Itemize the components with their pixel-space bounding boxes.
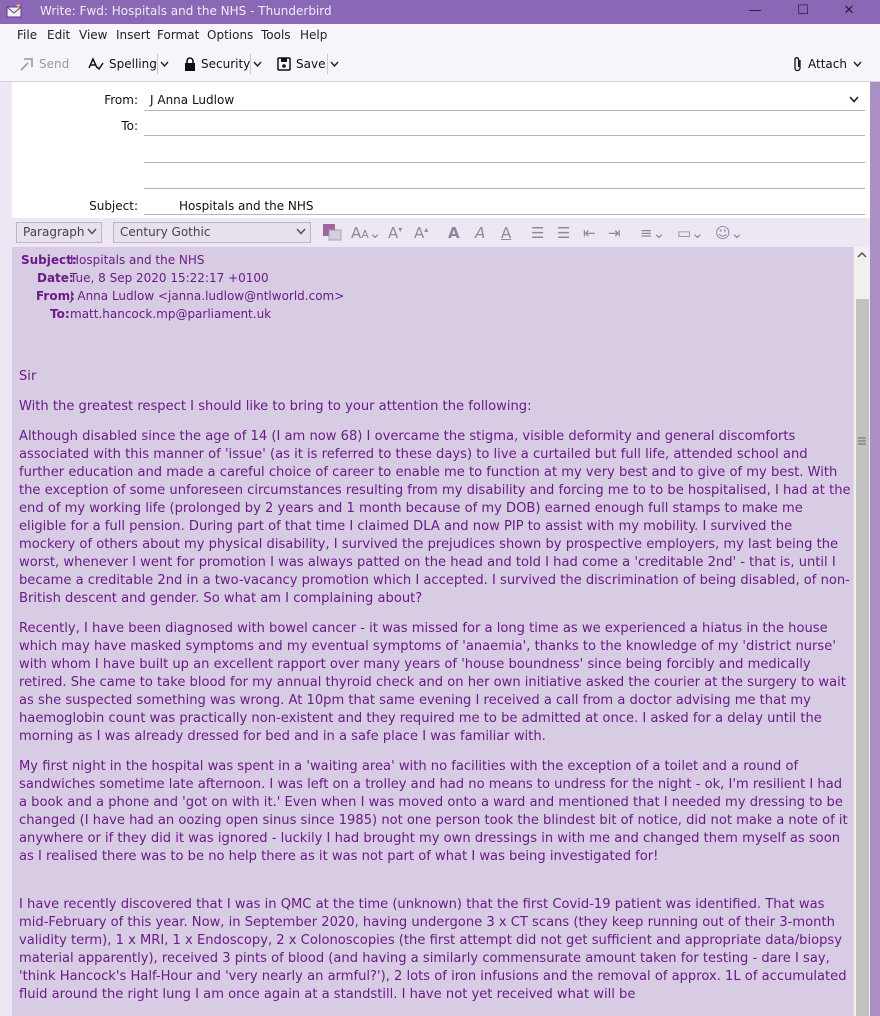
decrease-font-size-icon[interactable]: A▾	[388, 224, 403, 242]
quoted-date-value: Tue, 8 Sep 2020 15:22:17 +0100	[70, 271, 269, 285]
salutation: Sir	[19, 369, 37, 384]
send-label: Send	[39, 57, 70, 71]
indent-icon[interactable]: ⇥	[608, 224, 621, 242]
spelling-icon	[88, 57, 104, 71]
spelling-label: Spelling	[109, 57, 157, 71]
font-family-select[interactable]	[113, 222, 311, 243]
numbered-list-icon[interactable]: ☰	[557, 224, 571, 242]
quoted-subject-label: Subject:	[21, 253, 77, 267]
body-paragraph: I have recently discovered that I was in QMC at the time (unknown) that the first Covid-19 patient was identified. That was mid-February of this year. Now, in September 2020, having undergone 3 x CT scans (they keep running out of their 3-month validity term), 1 x MRI, 1 x Endoscopy, 2 x Colonoscopies (the first attempt did not get sufficient and appropriate data/biopsy material apparently), received 3 pints of blood (and having a similarly commensurate amount taken for testing - dare I say, 'think Hancock's Half-Hour and 'very nearly an armful?'), 2 lots of iron infusions and the removal of approx. 1L of accumulated fluid around the right lung I am once again at a standstill. I have not yet received what will be	[19, 897, 847, 1002]
attach-label: Attach	[808, 57, 847, 71]
recipient-field-2[interactable]	[144, 162, 865, 163]
to-label: To:	[121, 119, 138, 133]
window-title: Write: Fwd: Hospitals and the NHS - Thunderbird	[40, 4, 332, 18]
security-button[interactable]	[184, 54, 250, 74]
from-underline	[144, 110, 865, 111]
save-dropdown[interactable]	[327, 54, 341, 74]
paragraph-format-value: Paragraph	[23, 225, 85, 239]
window-border	[870, 82, 880, 1016]
maximize-button[interactable]: ☐	[797, 3, 809, 18]
security-label: Security	[201, 57, 251, 71]
menu-file[interactable]: File	[17, 28, 38, 42]
subject-field[interactable]: Hospitals and the NHS	[179, 199, 314, 213]
menu-options[interactable]: Options	[207, 28, 254, 42]
font-size-icon[interactable]: AA⌄	[351, 224, 382, 242]
minimize-button[interactable]: —	[748, 3, 762, 18]
chevron-down-icon	[87, 228, 97, 235]
floppy-disk-icon	[277, 57, 291, 71]
compose-envelope-icon	[6, 4, 22, 18]
grip-icon	[858, 437, 866, 445]
paperclip-icon	[793, 56, 803, 72]
outdent-icon[interactable]: ⇤	[583, 224, 596, 242]
title-bar[interactable]	[0, 0, 880, 24]
lock-icon	[184, 57, 196, 71]
scrollbar-thumb[interactable]	[856, 299, 869, 1016]
spelling-dropdown[interactable]	[157, 54, 171, 74]
save-button[interactable]	[277, 54, 325, 74]
subject-underline	[144, 214, 865, 215]
subject-label: Subject:	[89, 199, 138, 213]
menu-format[interactable]: Format	[157, 28, 200, 42]
menu-view[interactable]: View	[79, 28, 108, 42]
menu-help[interactable]: Help	[300, 28, 328, 42]
bullet-list-icon[interactable]: ☰	[531, 224, 545, 242]
body-paragraph: Recently, I have been diagnosed with bowel cancer - it was missed for a long time as we experienced a hiatus in the house which may have masked symptoms and my eventual symptoms of 'anaemia', thanks to the knowledge of my 'district nurse' with whom I have built up an excellent rapport over many years of 'house boundness' since being forcibly and medically retired. She came to take blood for my annual thyroid check and on her own initiative asked the courier at the surgery to wait as she suspected something was wrong. At 10pm that same evening I received a call from a doctor advising me that my haemoglobin count was practically non-existent and they required me to be admitted at once. I asked for a delay until the morning as I was already dressed for bed and in a safe place I was familiar with.	[19, 621, 846, 744]
insert-image-icon[interactable]: ▭⌄	[677, 224, 704, 242]
spelling-button[interactable]	[88, 54, 157, 74]
to-field[interactable]	[144, 135, 865, 136]
paragraph-format-select[interactable]	[16, 222, 102, 243]
chevron-down-icon	[853, 61, 862, 67]
security-dropdown[interactable]	[250, 54, 264, 74]
emoji-icon[interactable]: ☺⌄	[715, 224, 744, 242]
font-family-value: Century Gothic	[120, 225, 211, 239]
message-body[interactable]	[12, 247, 853, 1016]
menu-tools[interactable]: Tools	[261, 28, 291, 42]
body-paragraph: My first night in the hospital was spent in a 'waiting area' with no facilities with the exception of a toilet and a round of sandwiches sometime late afternoon. I was left on a trolley and had no means to undress for the night - ok, I'm resilient I had a book and a phone and 'got on with it.' Even when I was moved onto a ward and mentioned that I needed my dressing to be changed (I have had an oozing open sinus since 1985) not one person took the blindest bit of notice, did not make a note of it anywhere or if they did it was ignored - luckily I had brought my own dressings in with me and changed them myself as soon as I realised there was to be no help there as it was not part of what I was being investigated for!	[19, 759, 848, 864]
menu-insert[interactable]: Insert	[116, 28, 151, 42]
close-button[interactable]: ✕	[843, 3, 855, 18]
menu-bar	[0, 24, 880, 46]
send-icon	[20, 57, 34, 71]
chevron-down-icon	[330, 61, 339, 67]
attach-dropdown[interactable]	[850, 54, 864, 74]
from-label: From:	[104, 93, 138, 107]
quoted-to-label: To:	[50, 307, 70, 321]
send-button[interactable]	[20, 54, 69, 74]
quoted-from-value: J Anna Ludlow <janna.ludlow@ntlworld.com>	[70, 289, 345, 303]
scroll-up-icon[interactable]	[857, 251, 867, 259]
quoted-subject-value: Hospitals and the NHS	[70, 253, 205, 267]
format-toolbar	[12, 218, 870, 246]
text-color-icon[interactable]	[322, 223, 342, 241]
italic-icon[interactable]: A	[475, 224, 486, 242]
underline-icon[interactable]: A	[501, 224, 512, 242]
quoted-date-label: Date:	[37, 271, 74, 285]
menu-edit[interactable]: Edit	[47, 28, 71, 42]
quoted-from-label: From:	[36, 289, 75, 303]
increase-font-size-icon[interactable]: A▴	[414, 224, 429, 242]
chevron-down-icon	[160, 61, 169, 67]
quoted-to-value: matt.hancock.mp@parliament.uk	[70, 307, 272, 321]
chevron-down-icon	[296, 228, 306, 235]
address-header	[12, 82, 870, 218]
vertical-scrollbar[interactable]	[853, 247, 870, 1016]
body-paragraph: With the greatest respect I should like to bring to your attention the following:	[19, 399, 532, 414]
chevron-down-icon[interactable]	[849, 96, 859, 103]
body-paragraph: Although disabled since the age of 14 (I am now 68) I overcame the stigma, visible deformity and general discomforts associated with this manner of 'issue' (as it is referred to these days) to live a curtailed but full life, attended school and further education and made a careful choice of career to enable me to function at my very best and to give of my best. With the exception of some unforeseen circumstances resulting from my disability and forcing me to to be hospitalised, I had at the end of my working life (prolonged by 2 years and 1 month because of my DOB) earned enough full stamps to make me eligible for a full pension. During part of that time I claimed DLA and now PIP to assist with my mobility. I survived the mockery of others about my physical disability, I survived the prejudices shown by prospective employers, my last being the worst, whenever I went for promotion I was always patted on the head and told I had come a 'creditable 2nd' - that is, until I became a creditable 2nd in a two-vacancy promotion which I accepted. I survived the discrimination of being disabled, of non-British descent and gender. So what am I complaining about?	[19, 429, 851, 606]
from-field[interactable]: J Anna Ludlow	[150, 93, 235, 107]
attach-button[interactable]	[793, 54, 847, 74]
recipient-field-3[interactable]	[144, 188, 865, 189]
chevron-down-icon	[253, 61, 262, 67]
save-label: Save	[296, 57, 326, 71]
bold-icon[interactable]: A	[448, 224, 460, 242]
alignment-icon[interactable]: ≡⌄	[640, 224, 666, 242]
compose-toolbar	[0, 46, 880, 82]
